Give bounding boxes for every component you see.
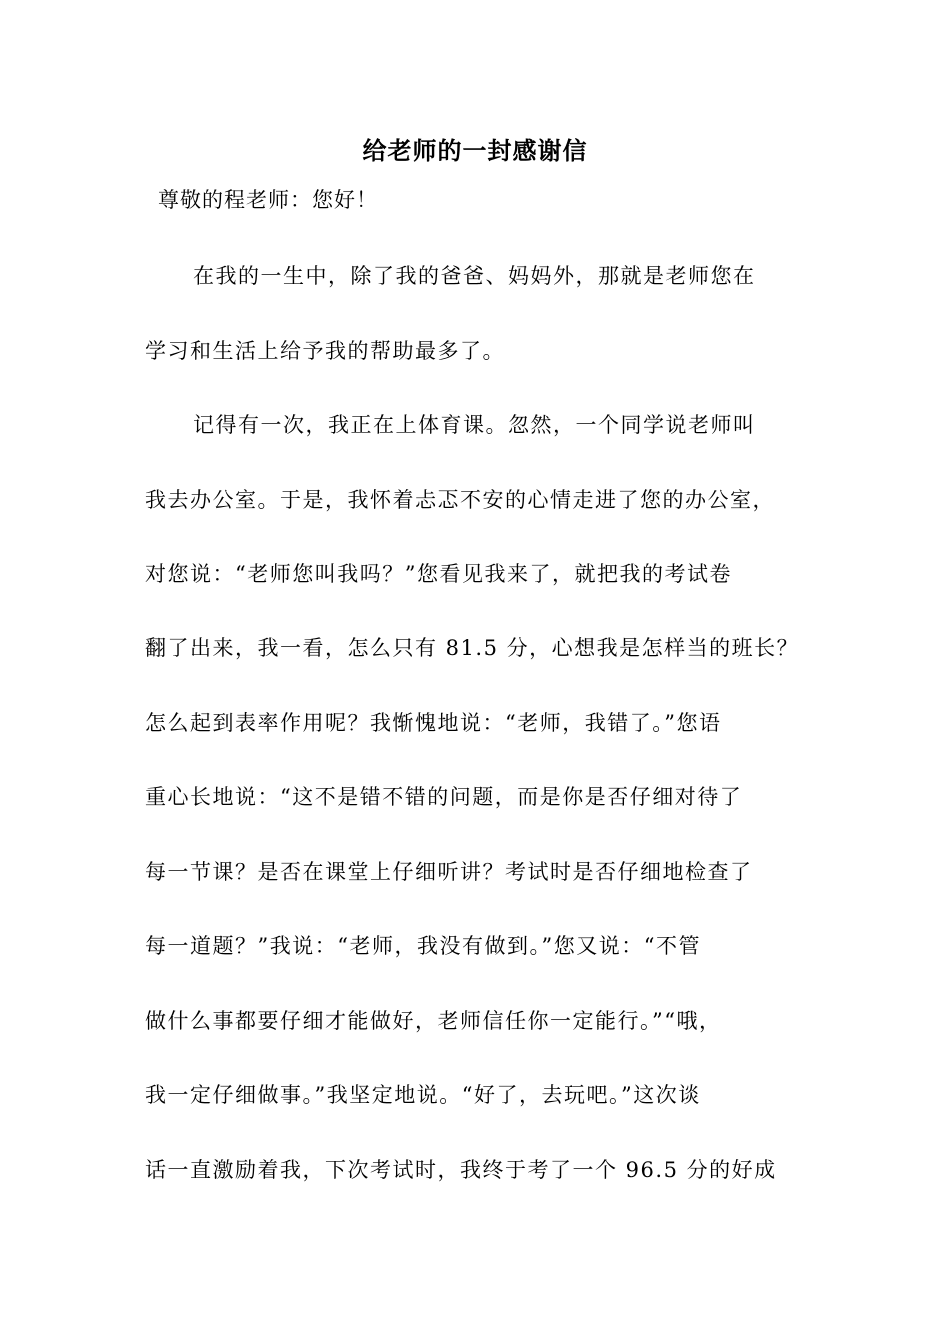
paragraph-line: 怎么起到表率作用呢？我惭愧地说：“老师，我错了。”您语 [145,711,722,735]
paragraph-line: 每一节课？是否在课堂上仔细听讲？考试时是否仔细地检查了 [145,860,753,884]
paragraph-line: 对您说：“老师您叫我吗？”您看见我来了，就把我的考试卷 [145,562,732,586]
paragraph-line: 话一直激励着我，下次考试时，我终于考了一个 96.5 分的好成 [145,1158,777,1182]
paragraph-line: 在我的一生中，除了我的爸爸、妈妈外，那就是老师您在 [193,264,756,288]
paragraph-line: 我一定仔细做事。”我坚定地说。“好了，去玩吧。”这次谈 [145,1083,701,1107]
paragraph-line: 学习和生活上给予我的帮助最多了。 [145,339,505,363]
salutation: 尊敬的程老师：您好！ [158,188,378,212]
paragraph-line: 做什么事都要仔细才能做好，老师信任你一定能行。”“哦， [145,1009,722,1033]
paragraph-line: 翻了出来，我一看，怎么只有 81.5 分，心想我是怎样当的班长？ [145,636,800,660]
paragraph-line: 我去办公室。于是，我怀着忐忑不安的心情走进了您的办公室， [145,488,775,512]
paragraph-line: 记得有一次，我正在上体育课。忽然，一个同学说老师叫 [193,413,756,437]
paragraph-line: 重心长地说：“这不是错不错的问题，而是你是否仔细对待了 [145,785,743,809]
paragraph-line: 每一道题？”我说：“老师，我没有做到。”您又说：“不管 [145,934,701,958]
letter-title: 给老师的一封感谢信 [362,136,588,165]
